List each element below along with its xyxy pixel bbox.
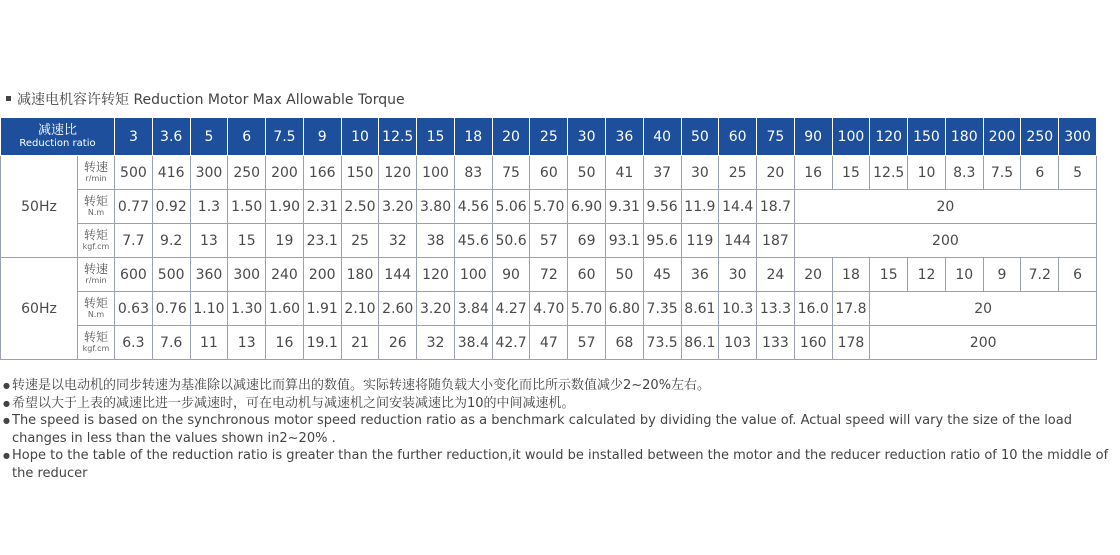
value-cell: 13	[190, 224, 228, 258]
frequency-label: 50Hz	[1, 156, 78, 258]
ratio-cell: 9	[303, 118, 341, 156]
value-cell: 30	[719, 258, 757, 292]
value-cell: 133	[757, 326, 795, 360]
value-cell: 9.56	[643, 190, 681, 224]
frequency-label: 60Hz	[1, 258, 78, 360]
value-cell: 3.20	[379, 190, 417, 224]
square-bullet-icon	[6, 96, 11, 101]
value-cell: 12.5	[870, 156, 908, 190]
value-cell: 300	[228, 258, 266, 292]
unit-label-en: kgf.cm	[82, 343, 110, 353]
value-cell: 3.80	[417, 190, 455, 224]
table-row	[1, 326, 1097, 360]
value-cell: 95.6	[643, 224, 681, 258]
value-cell: 150	[341, 156, 379, 190]
value-cell: 8.61	[681, 292, 719, 326]
ratio-cell: 200	[983, 118, 1021, 156]
ratio-cell: 12.5	[379, 118, 417, 156]
table-row	[1, 190, 1097, 224]
value-cell: 0.63	[115, 292, 153, 326]
value-cell: 144	[719, 224, 757, 258]
ratio-cell: 25	[530, 118, 568, 156]
value-cell: 73.5	[643, 326, 681, 360]
value-cell: 9.31	[605, 190, 643, 224]
value-cell: 20	[794, 258, 832, 292]
value-cell: 0.92	[152, 190, 190, 224]
value-cell: 68	[605, 326, 643, 360]
value-cell: 5.70	[530, 190, 568, 224]
notes	[3, 377, 1118, 482]
value-cell: 178	[832, 326, 870, 360]
table-row	[1, 156, 1097, 190]
max-torque-cell: 20	[870, 292, 1097, 326]
unit-label-cn: 转速	[84, 261, 109, 276]
ratio-cell: 7.5	[266, 118, 304, 156]
value-cell: 17.8	[832, 292, 870, 326]
value-cell: 100	[454, 258, 492, 292]
unit-label-cn: 转速	[84, 159, 109, 174]
unit-label	[78, 258, 115, 292]
value-cell: 14.4	[719, 190, 757, 224]
value-cell: 2.50	[341, 190, 379, 224]
value-cell: 9	[983, 258, 1021, 292]
unit-label-cn: 转矩	[84, 193, 109, 208]
value-cell: 3.20	[417, 292, 455, 326]
note-item: ● 转速是以电动机的同步转速为基准除以减速比而算出的数值。实际转速将随负载大小变化而比所示数值减少2~20%左右。	[3, 377, 1118, 395]
value-cell: 20	[757, 156, 795, 190]
value-cell: 8.3	[945, 156, 983, 190]
ratio-cell: 30	[568, 118, 606, 156]
value-cell: 41	[605, 156, 643, 190]
value-cell: 75	[492, 156, 530, 190]
value-cell: 90	[492, 258, 530, 292]
ratio-cell: 75	[757, 118, 795, 156]
value-cell: 60	[530, 156, 568, 190]
ratio-cell: 100	[832, 118, 870, 156]
value-cell: 2.60	[379, 292, 417, 326]
value-cell: 13	[228, 326, 266, 360]
value-cell: 10	[945, 258, 983, 292]
value-cell: 60	[568, 258, 606, 292]
value-cell: 15	[228, 224, 266, 258]
value-cell: 160	[794, 326, 832, 360]
value-cell: 10.3	[719, 292, 757, 326]
unit-label	[78, 292, 115, 326]
ratio-header-cn: 减速比	[38, 122, 78, 138]
unit-label-en: N.m	[87, 207, 105, 217]
value-cell: 240	[266, 258, 304, 292]
value-cell: 24	[757, 258, 795, 292]
unit-label-en: kgf.cm	[82, 241, 110, 251]
unit-label-en: N.m	[87, 309, 105, 319]
ratio-cell: 15	[417, 118, 455, 156]
value-cell: 32	[417, 326, 455, 360]
max-torque-cell: 20	[794, 190, 1096, 224]
unit-label-cn: 转矩	[84, 295, 109, 310]
ratio-cell: 150	[908, 118, 946, 156]
value-cell: 100	[417, 156, 455, 190]
unit-label-en: r/min	[85, 173, 107, 183]
value-cell: 6	[1059, 258, 1097, 292]
value-cell: 36	[681, 258, 719, 292]
value-cell: 57	[530, 224, 568, 258]
note-item: ● The speed is based on the synchronous motor speed reduction ratio as a benchmark calculated by dividing the value of. Actual speed will vary the size of the load changes in less than the values shown in2~20% .	[3, 412, 1118, 447]
value-cell: 187	[757, 224, 795, 258]
value-cell: 144	[379, 258, 417, 292]
unit-label	[78, 156, 115, 190]
value-cell: 166	[303, 156, 341, 190]
value-cell: 50	[568, 156, 606, 190]
value-cell: 7.7	[115, 224, 153, 258]
value-cell: 50.6	[492, 224, 530, 258]
value-cell: 4.70	[530, 292, 568, 326]
note-item: ● 希望以大于上表的减速比进一步减速时，可在电动机与减速机之间安装减速比为10的中间减速机。	[3, 395, 1118, 413]
value-cell: 26	[379, 326, 417, 360]
unit-label-cn: 转矩	[84, 329, 109, 344]
value-cell: 120	[417, 258, 455, 292]
value-cell: 119	[681, 224, 719, 258]
ratio-cell: 40	[643, 118, 681, 156]
max-torque-cell: 200	[870, 326, 1097, 360]
value-cell: 1.91	[303, 292, 341, 326]
value-cell: 12	[908, 258, 946, 292]
ratio-cell: 20	[492, 118, 530, 156]
value-cell: 200	[266, 156, 304, 190]
value-cell: 21	[341, 326, 379, 360]
value-cell: 1.3	[190, 190, 228, 224]
value-cell: 7.6	[152, 326, 190, 360]
table-title: 减速电机容许转矩 Reduction Motor Max Allowable Torque	[6, 89, 405, 109]
value-cell: 4.27	[492, 292, 530, 326]
value-cell: 1.50	[228, 190, 266, 224]
value-cell: 19	[266, 224, 304, 258]
value-cell: 25	[341, 224, 379, 258]
value-cell: 11	[190, 326, 228, 360]
value-cell: 0.76	[152, 292, 190, 326]
value-cell: 360	[190, 258, 228, 292]
table-row	[1, 258, 1097, 292]
ratio-cell: 250	[1021, 118, 1059, 156]
value-cell: 45	[643, 258, 681, 292]
unit-label	[78, 224, 115, 258]
value-cell: 5.06	[492, 190, 530, 224]
ratio-cell: 50	[681, 118, 719, 156]
value-cell: 1.60	[266, 292, 304, 326]
value-cell: 72	[530, 258, 568, 292]
value-cell: 18.7	[757, 190, 795, 224]
value-cell: 7.35	[643, 292, 681, 326]
ratio-cell: 3.6	[152, 118, 190, 156]
value-cell: 11.9	[681, 190, 719, 224]
note-item: ● Hope to the table of the reduction ratio is greater than the further reduction,it would be installed between the motor and the reducer reduction ratio of 10 the middle of the reducer	[3, 447, 1118, 482]
value-cell: 180	[341, 258, 379, 292]
value-cell: 57	[568, 326, 606, 360]
value-cell: 16	[266, 326, 304, 360]
value-cell: 300	[190, 156, 228, 190]
torque-table	[0, 117, 1097, 360]
ratio-cell: 300	[1059, 118, 1097, 156]
value-cell: 69	[568, 224, 606, 258]
value-cell: 6.80	[605, 292, 643, 326]
value-cell: 1.10	[190, 292, 228, 326]
max-torque-cell: 200	[794, 224, 1096, 258]
value-cell: 42.7	[492, 326, 530, 360]
value-cell: 6	[1021, 156, 1059, 190]
value-cell: 93.1	[605, 224, 643, 258]
value-cell: 30	[681, 156, 719, 190]
unit-label-en: r/min	[85, 275, 107, 285]
value-cell: 7.5	[983, 156, 1021, 190]
value-cell: 9.2	[152, 224, 190, 258]
value-cell: 4.56	[454, 190, 492, 224]
value-cell: 1.90	[266, 190, 304, 224]
value-cell: 6.3	[115, 326, 153, 360]
value-cell: 83	[454, 156, 492, 190]
value-cell: 7.2	[1021, 258, 1059, 292]
value-cell: 6.90	[568, 190, 606, 224]
value-cell: 45.6	[454, 224, 492, 258]
table-row	[1, 224, 1097, 258]
value-cell: 38	[417, 224, 455, 258]
ratio-header-en: Reduction ratio	[19, 137, 96, 149]
value-cell: 5	[1059, 156, 1097, 190]
value-cell: 16	[794, 156, 832, 190]
value-cell: 500	[152, 258, 190, 292]
value-cell: 38.4	[454, 326, 492, 360]
ratio-cell: 36	[605, 118, 643, 156]
value-cell: 15	[832, 156, 870, 190]
value-cell: 3.84	[454, 292, 492, 326]
ratio-cell: 18	[454, 118, 492, 156]
table-row	[1, 292, 1097, 326]
ratio-header	[1, 118, 115, 156]
value-cell: 500	[115, 156, 153, 190]
ratio-cell: 180	[945, 118, 983, 156]
ratio-cell: 60	[719, 118, 757, 156]
value-cell: 2.10	[341, 292, 379, 326]
ratio-cell: 10	[341, 118, 379, 156]
header-row	[1, 118, 1097, 156]
value-cell: 600	[115, 258, 153, 292]
value-cell: 250	[228, 156, 266, 190]
value-cell: 13.3	[757, 292, 795, 326]
ratio-cell: 3	[115, 118, 153, 156]
value-cell: 32	[379, 224, 417, 258]
value-cell: 19.1	[303, 326, 341, 360]
value-cell: 103	[719, 326, 757, 360]
value-cell: 16.0	[794, 292, 832, 326]
value-cell: 15	[870, 258, 908, 292]
value-cell: 86.1	[681, 326, 719, 360]
value-cell: 50	[605, 258, 643, 292]
ratio-cell: 120	[870, 118, 908, 156]
value-cell: 10	[908, 156, 946, 190]
value-cell: 2.31	[303, 190, 341, 224]
value-cell: 37	[643, 156, 681, 190]
value-cell: 416	[152, 156, 190, 190]
value-cell: 23.1	[303, 224, 341, 258]
ratio-cell: 90	[794, 118, 832, 156]
value-cell: 1.30	[228, 292, 266, 326]
value-cell: 25	[719, 156, 757, 190]
value-cell: 200	[303, 258, 341, 292]
unit-label-cn: 转矩	[84, 227, 109, 242]
ratio-cell: 5	[190, 118, 228, 156]
value-cell: 0.77	[115, 190, 153, 224]
value-cell: 47	[530, 326, 568, 360]
value-cell: 18	[832, 258, 870, 292]
unit-label	[78, 326, 115, 360]
unit-label	[78, 190, 115, 224]
value-cell: 5.70	[568, 292, 606, 326]
value-cell: 120	[379, 156, 417, 190]
ratio-cell: 6	[228, 118, 266, 156]
